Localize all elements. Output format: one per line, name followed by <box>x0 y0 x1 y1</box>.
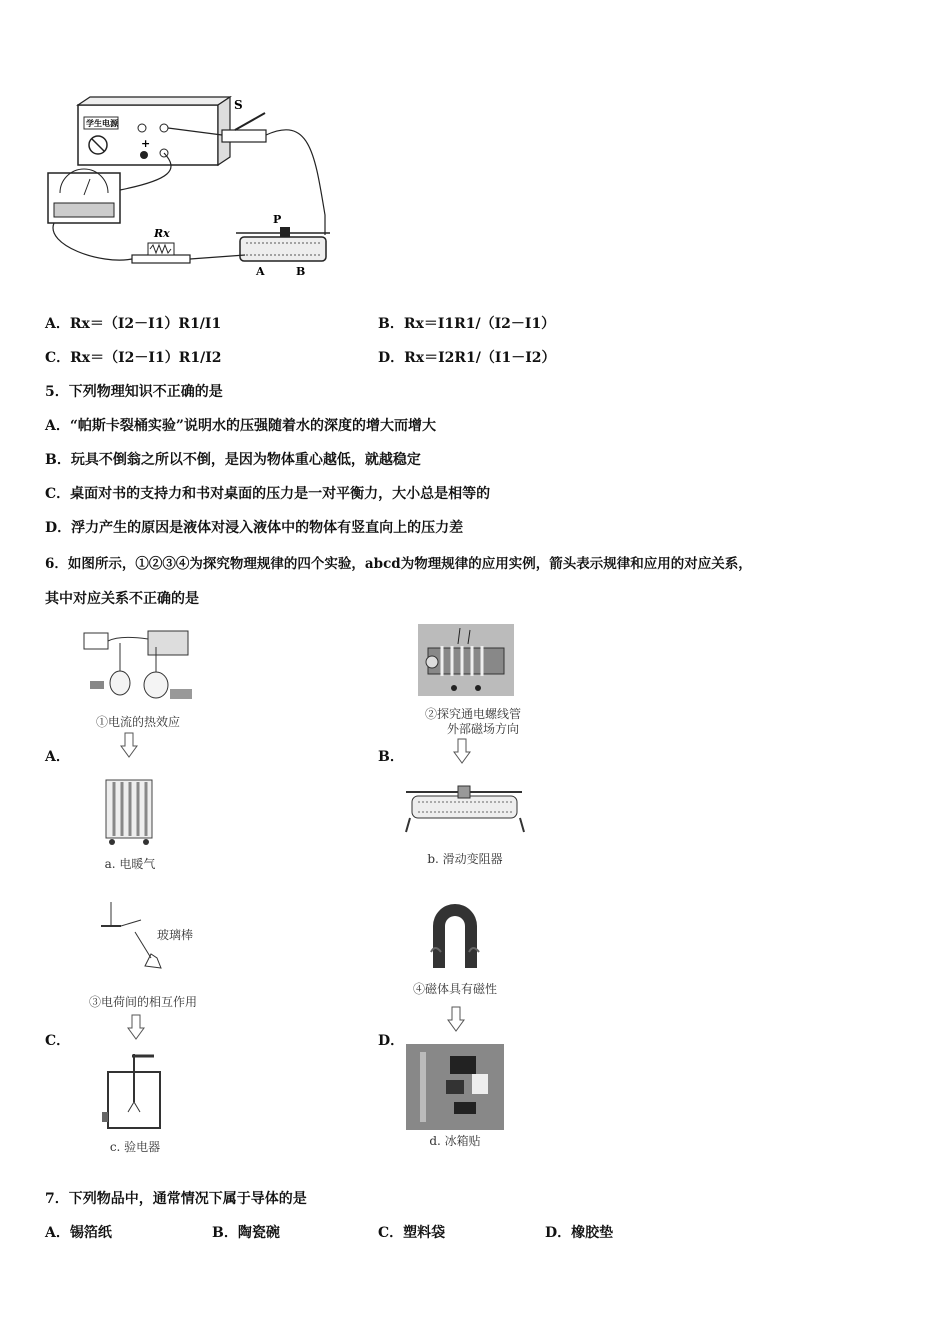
q6-b-top-caption-1: ②探究通电螺线管 <box>424 707 521 721</box>
q4-option-a[interactable]: A．Rx＝（I2－I1）R1/I1 <box>45 316 222 332</box>
q5-option-a[interactable]: A．“帕斯卡裂桶实验”说明水的压强随着水的深度的增大而增大 <box>45 418 436 434</box>
q5-option-c[interactable]: C．桌面对书的支持力和书对桌面的压力是一对平衡力，大小总是相等的 <box>45 486 491 502</box>
q6-a-bottom-caption: a. 电暖气 <box>104 857 156 871</box>
down-arrow-icon <box>127 1014 145 1044</box>
q7-option-c[interactable]: C．塑料袋 <box>378 1225 446 1241</box>
q7-option-b[interactable]: B．陶瓷碗 <box>212 1225 280 1241</box>
down-arrow-icon <box>453 738 471 768</box>
q5-stem: 5．下列物理知识不正确的是 <box>45 384 223 400</box>
label-p: P <box>273 213 282 226</box>
q6-a-experiment-image <box>80 625 195 705</box>
down-arrow-icon <box>120 732 138 762</box>
q6-b-top-caption-2: 外部磁场方向 <box>446 722 519 736</box>
q6-option-d-letter[interactable]: D． <box>378 1033 405 1049</box>
q5-option-d[interactable]: D．浮力产生的原因是液体对浸入液体中的物体有竖直向上的压力差 <box>45 520 464 536</box>
q6-d-magnet-image <box>425 898 485 973</box>
q5-option-b[interactable]: B．玩具不倒翁之所以不倒，是因为物体重心越低，就越稳定 <box>45 452 421 468</box>
q6-option-b-letter[interactable]: B． <box>378 749 404 765</box>
q6-b-rheostat-image <box>402 784 527 834</box>
q6-c-glass-rod-label: 玻璃棒 <box>156 928 193 942</box>
q6-c-top-caption: ③电荷间的相互作用 <box>88 995 197 1009</box>
q6-d-fridge-magnet-image <box>406 1044 504 1130</box>
q6-a-top-caption: ①电流的热效应 <box>95 715 180 729</box>
label-b: B <box>296 265 306 278</box>
q4-option-d[interactable]: D．Rx＝I2R1/（I1－I2） <box>378 350 556 366</box>
label-s: S <box>234 98 243 112</box>
q4-option-b[interactable]: B．Rx＝I1R1/（I2－I1） <box>378 316 556 332</box>
q6-b-bottom-caption: b. 滑动变阻器 <box>427 852 503 866</box>
q7-option-a[interactable]: A．锡箔纸 <box>45 1225 112 1241</box>
q7-stem: 7．下列物品中，通常情况下属于导体的是 <box>45 1191 307 1207</box>
label-a: A <box>256 265 265 278</box>
q7-option-d[interactable]: D．橡胶垫 <box>545 1225 614 1241</box>
q6-d-bottom-caption: d. 冰箱贴 <box>429 1134 481 1148</box>
q4-option-c[interactable]: C．Rx＝（I2－I1）R1/I2 <box>45 350 222 366</box>
circuit-diagram <box>40 95 340 285</box>
q6-c-bottom-caption: c. 验电器 <box>109 1140 161 1154</box>
label-rx: Rx <box>154 227 170 240</box>
q6-b-solenoid-image <box>418 624 514 696</box>
q6-c-electroscope-image <box>100 1050 170 1136</box>
q6-stem-line1: 6．如图所示，①②③④为探究物理规律的四个实验，abcd为物理规律的应用实例，箭头表示规律和应用的对应关系， <box>45 556 752 572</box>
q6-option-c-letter[interactable]: C． <box>45 1033 71 1049</box>
svg-text:+: + <box>141 137 151 150</box>
q6-d-top-caption: ④磁体具有磁性 <box>412 982 497 996</box>
down-arrow-icon <box>447 1006 465 1036</box>
q6-stem-line2: 其中对应关系不正确的是 <box>45 591 199 607</box>
label-power-box: 学生电源 <box>86 119 118 128</box>
q6-option-a-letter[interactable]: A． <box>45 749 70 765</box>
q6-a-heater-image <box>100 770 160 848</box>
